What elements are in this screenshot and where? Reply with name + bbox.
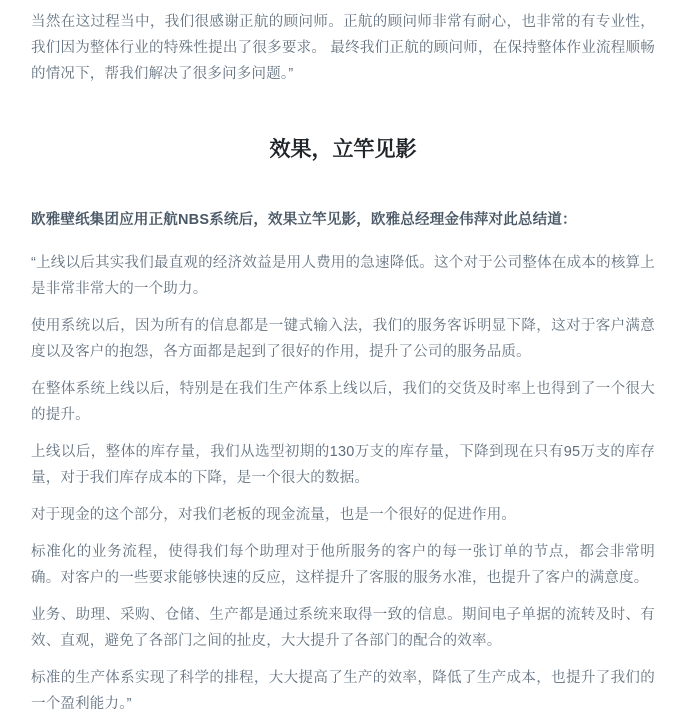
quote-paragraph: 使用系统以后，因为所有的信息都是一键式输入法，我们的服务客诉明显下降，这对于客户满意度以及客户的抱怨，各方面都是起到了很好的作用，提升了公司的服务品质。 (31, 318, 655, 360)
section-heading: 效果，立竿见影 (269, 138, 417, 161)
quote-paragraph: 上线以后，整体的库存量，我们从选型初期的130万支的库存量，下降到现在只有95万支的库存量，对于我们库存成本的下降，是一个很大的数据。 (31, 444, 655, 486)
quote-paragraph: “上线以后其实我们最直观的经济效益是用人费用的急速降低。这个对于公司整体在成本的核算上是非常非常大的一个助力。 (31, 255, 655, 297)
lead-paragraph: 欧雅壁纸集团应用正航NBS系统后，效果立竿见影，欧雅总经理金伟萍对此总结道： (31, 212, 577, 228)
quote-paragraph: 在整体系统上线以后，特别是在我们生产体系上线以后，我们的交货及时率上也得到了一个很大的提升。 (31, 381, 655, 423)
quote-paragraph: 业务、助理、采购、仓储、生产都是通过系统来取得一致的信息。期间电子单据的流转及时、有效、直观，避免了各部门之间的扯皮，大大提升了各部门的配合的效率。 (31, 607, 655, 649)
quote-paragraph: 标准化的业务流程，使得我们每个助理对于他所服务的客户的每一张订单的节点，都会非常明确。对客户的一些要求能够快速的反应，这样提升了客服的服务水准，也提升了客户的满意度。 (31, 544, 655, 586)
intro-paragraph: 当然在这过程当中，我们很感谢正航的顾问师。正航的顾问师非常有耐心，也非常的有专业性，我们因为整体行业的特殊性提出了很多要求。 最终我们正航的顾问师，在保持整体作业流程顺畅的情况下，帮我们解决了很多问多问题。” (31, 14, 655, 82)
quote-paragraph: 对于现金的这个部分，对我们老板的现金流量，也是一个很好的促进作用。 (31, 507, 517, 523)
quote-paragraph: 标准的生产体系实现了科学的排程，大大提高了生产的效率，降低了生产成本，也提升了我们的一个盈利能力。” (31, 670, 655, 712)
